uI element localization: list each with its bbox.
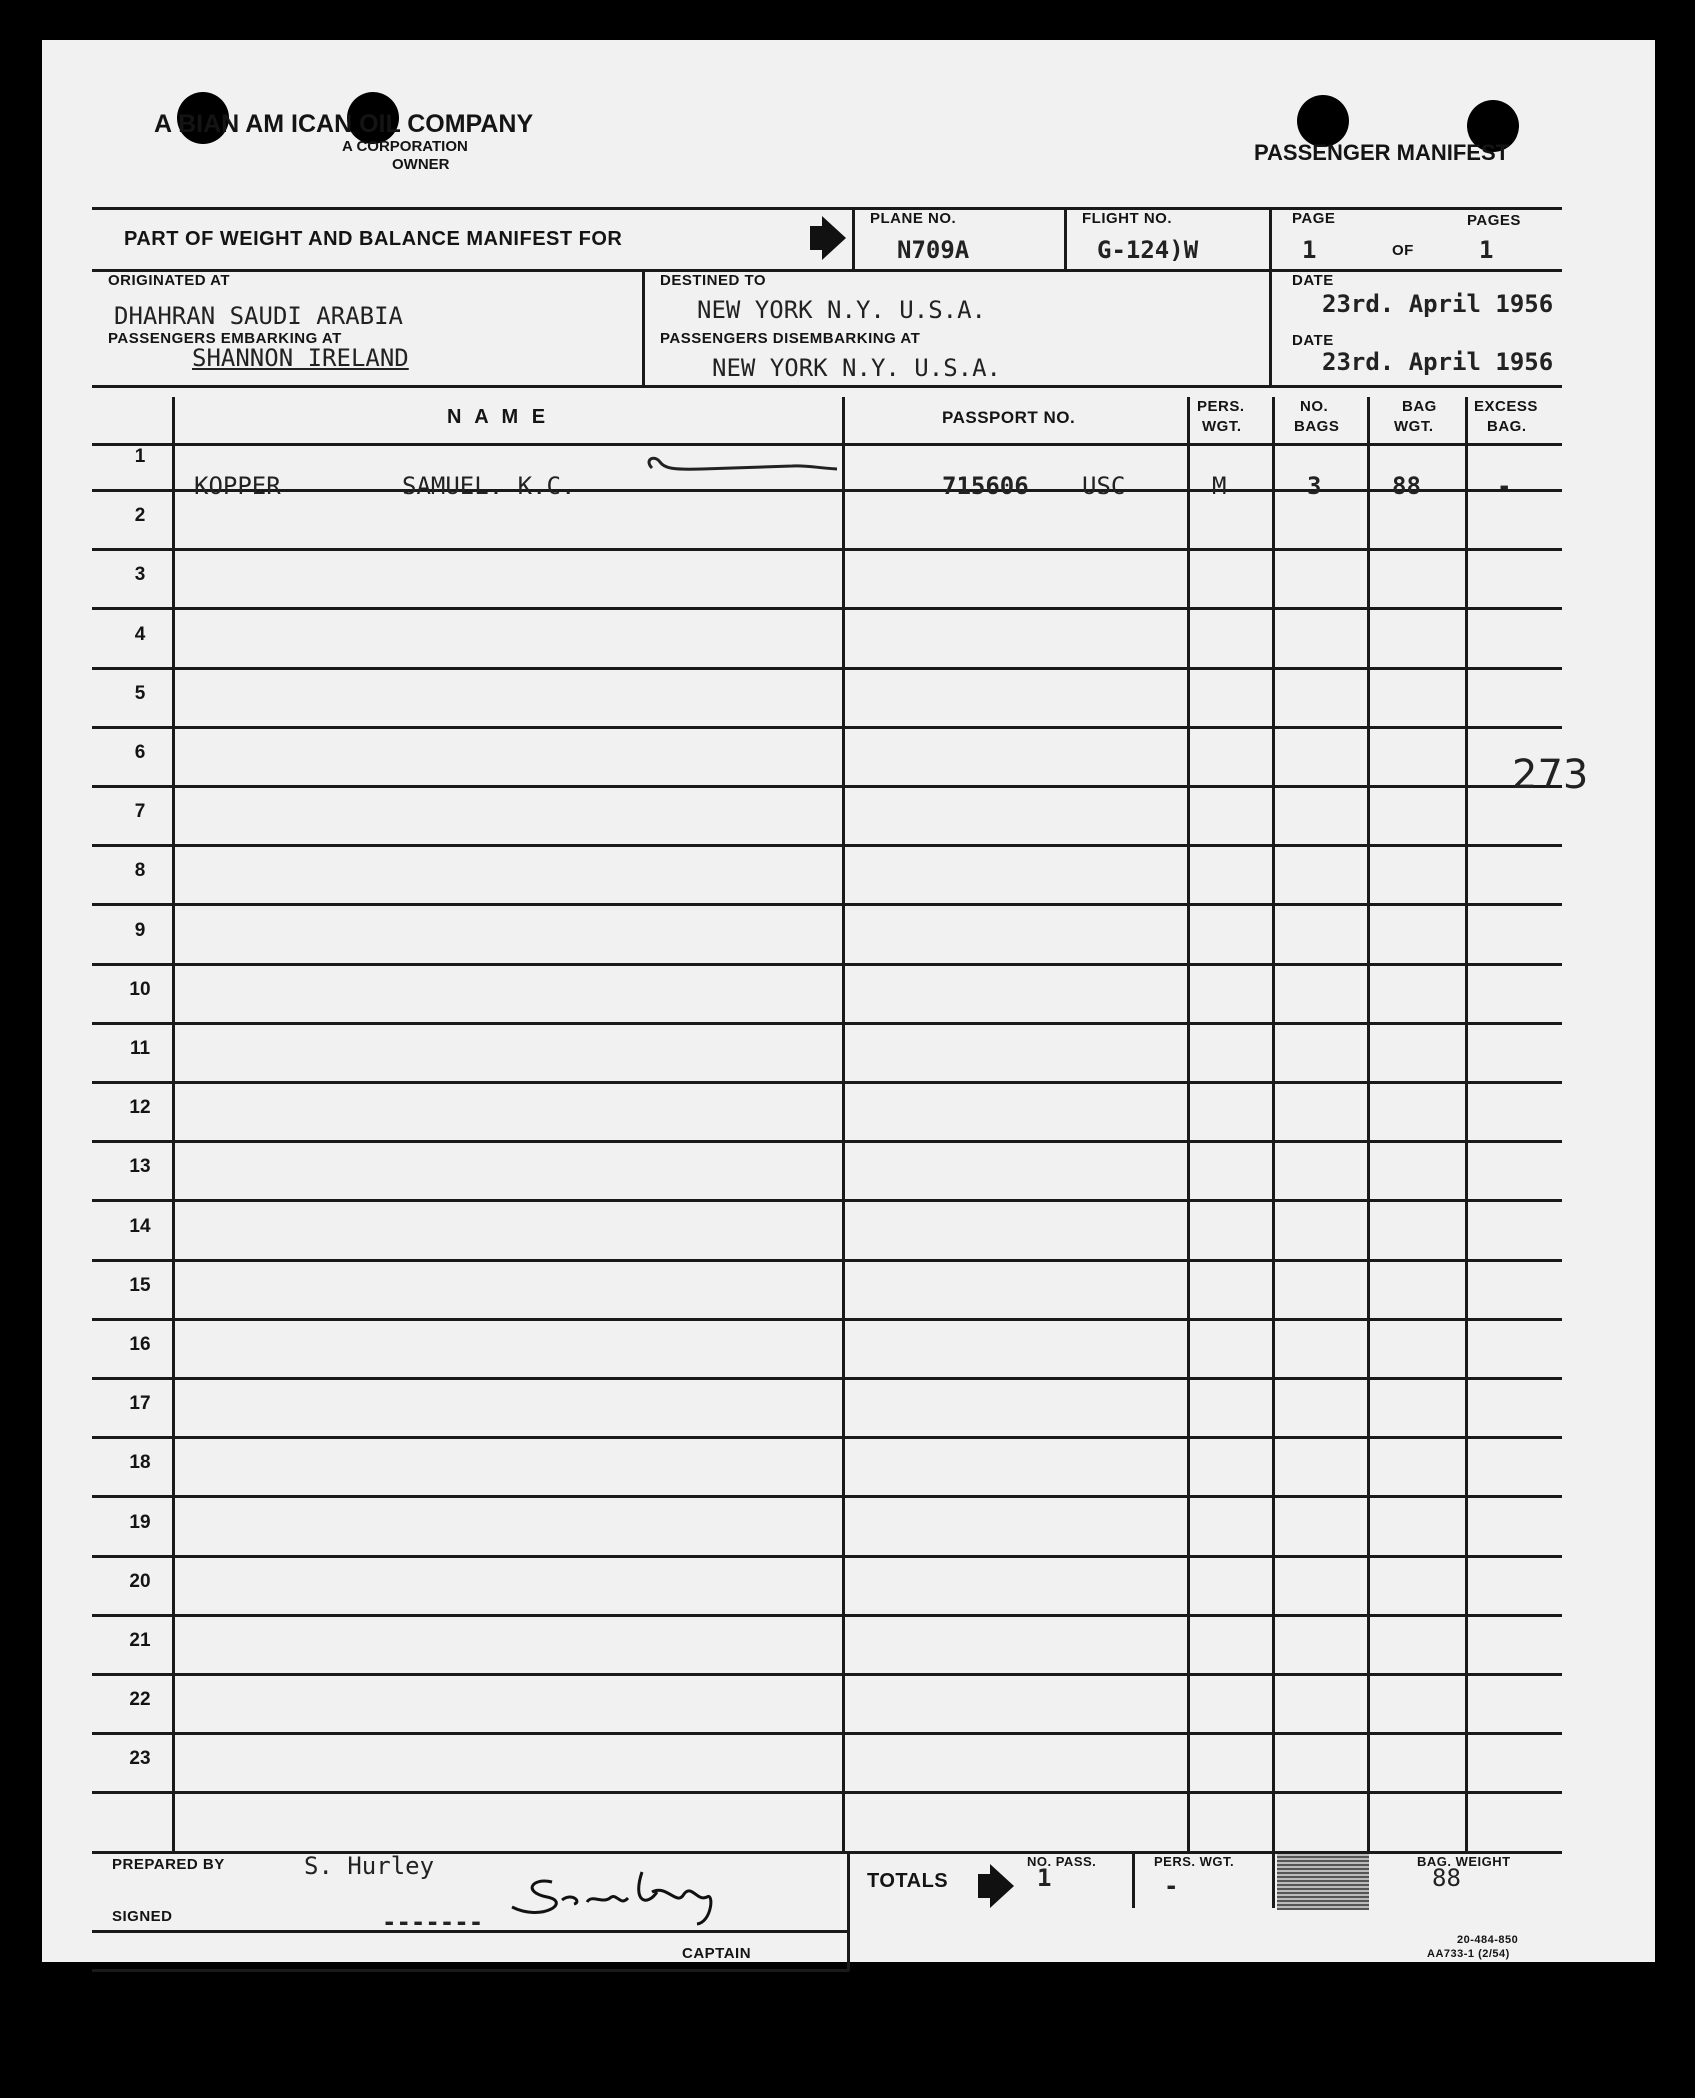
row-divider [92, 548, 1562, 551]
row-number: 16 [129, 1334, 151, 1355]
pers-wgt-header-2: WGT. [1202, 418, 1242, 435]
form-number-1: 20-484-850 [1457, 1934, 1519, 1946]
signed-dashes: ------- [382, 1908, 484, 1936]
disembarking-label: PASSENGERS DISEMBARKING AT [660, 330, 921, 347]
row-number: 1 [134, 446, 146, 467]
no-bags-header-1: NO. [1300, 398, 1329, 415]
prepared-by-label: PREPARED BY [112, 1856, 225, 1873]
row-divider [92, 1259, 1562, 1262]
row-divider [92, 1199, 1562, 1202]
page-label: PAGE [1292, 210, 1336, 227]
signed-label: SIGNED [112, 1908, 173, 1925]
row-divider [92, 1377, 1562, 1380]
row-number: 8 [134, 860, 146, 882]
row-number: 7 [134, 801, 146, 823]
no-bags-header-2: BAGS [1294, 418, 1340, 435]
row-number: 6 [134, 742, 146, 763]
row-divider [92, 903, 1562, 906]
plane-no-value: N709A [897, 236, 970, 264]
form-number-2: AA733-1 (2/54) [1427, 1948, 1510, 1960]
row-divider [92, 667, 1562, 670]
row-divider [92, 1791, 1562, 1794]
excess-header-1: EXCESS [1474, 398, 1538, 415]
row1-bag-wgt: 88 [1392, 472, 1421, 500]
row1-excess: - [1497, 472, 1512, 500]
row-divider [92, 1732, 1562, 1735]
pages-label: PAGES [1467, 212, 1521, 229]
row-number: 18 [129, 1452, 151, 1474]
bag-wgt-header-2: WGT. [1394, 418, 1434, 435]
row-divider [92, 1140, 1562, 1143]
captain-label: CAPTAIN [682, 1945, 752, 1962]
row-number: 17 [129, 1393, 151, 1415]
pages-value: 1 [1479, 236, 1494, 264]
row-number: 9 [134, 919, 146, 941]
row-divider [92, 1022, 1562, 1025]
row1-pers-wgt: M [1212, 472, 1227, 500]
no-pass-label: NO. PASS. [1027, 1854, 1097, 1869]
row1-passport: 715606 [942, 472, 1029, 500]
pers-wgt-header-1: PERS. [1197, 398, 1245, 415]
row-number: 13 [129, 1156, 151, 1178]
prepared-by-value: S. Hurley [304, 1852, 435, 1880]
row-divider [92, 489, 1562, 492]
passport-column-header: PASSPORT NO. [942, 408, 1076, 427]
row-number: 23 [129, 1748, 151, 1770]
row1-given-name: SAMUEL. K.C. [402, 472, 576, 500]
row1-bags: 3 [1307, 472, 1322, 500]
bag-weight-label: BAG. WEIGHT [1417, 1854, 1511, 1869]
form-title: PASSENGER MANIFEST [1254, 140, 1510, 165]
handwritten-signature [502, 1862, 762, 1932]
row-divider [92, 726, 1562, 729]
date-label: DATE [1292, 272, 1334, 289]
row-divider [92, 963, 1562, 966]
row-number: 11 [129, 1038, 151, 1059]
manifest-sheet [42, 40, 1655, 1962]
row-number: 12 [129, 1097, 151, 1119]
page-value: 1 [1302, 236, 1317, 264]
flight-no-value: G-124)W [1097, 236, 1199, 264]
originated-value: DHAHRAN SAUDI ARABIA [114, 302, 403, 330]
row-number: 14 [129, 1215, 151, 1237]
destined-value: NEW YORK N.Y. U.S.A. [697, 296, 986, 324]
part-of-manifest-label: PART OF WEIGHT AND BALANCE MANIFEST FOR [124, 228, 623, 250]
embarking-label: PASSENGERS EMBARKING AT [108, 330, 342, 347]
bag-weight-value: 88 [1432, 1864, 1461, 1892]
row-number: 4 [134, 623, 146, 645]
handwritten-dash-mark [642, 450, 842, 480]
row-number: 22 [129, 1689, 151, 1711]
row-number: 19 [129, 1511, 151, 1533]
destined-label: DESTINED TO [660, 272, 767, 289]
row-number: 15 [129, 1274, 151, 1296]
disembarking-value: NEW YORK N.Y. U.S.A. [712, 354, 1001, 382]
row-divider [92, 785, 1562, 788]
arrow-right-icon [822, 216, 846, 260]
row-number: 21 [129, 1630, 151, 1651]
row-divider [92, 1318, 1562, 1321]
row-number: 10 [129, 978, 151, 1000]
row-number: 20 [129, 1570, 151, 1592]
arrow-right-icon [990, 1864, 1014, 1908]
shaded-cell [1277, 1854, 1369, 1910]
row-divider [92, 1081, 1562, 1084]
corporation-label: A CORPORATION [342, 138, 468, 155]
of-label: OF [1392, 242, 1414, 259]
date2-label: DATE [1292, 332, 1334, 349]
name-column-header: N A M E [447, 406, 550, 428]
pers-wgt-total-label: PERS. WGT. [1154, 1854, 1235, 1869]
row-divider [92, 607, 1562, 610]
no-pass-value: 1 [1037, 1864, 1052, 1892]
originated-label: ORIGINATED AT [108, 272, 231, 289]
row-divider [92, 1614, 1562, 1617]
bag-wgt-header-1: BAG [1402, 398, 1437, 415]
date-value: 23rd. April 1956 [1322, 290, 1554, 318]
plane-no-label: PLANE NO. [870, 210, 957, 227]
row-divider [92, 1436, 1562, 1439]
handwritten-number: 273 [1512, 752, 1589, 798]
row-divider [92, 844, 1562, 847]
date2-value: 23rd. April 1956 [1322, 348, 1554, 376]
row-divider [92, 1495, 1562, 1498]
row-divider [92, 1555, 1562, 1558]
company-name: A BIAN AM ICAN OIL COMPANY [154, 110, 534, 138]
row-divider [92, 1673, 1562, 1676]
row-number: 5 [134, 682, 146, 704]
excess-header-2: BAG. [1487, 418, 1527, 435]
row1-nationality: USC [1082, 472, 1126, 500]
totals-label: TOTALS [867, 1870, 949, 1892]
embarking-value: SHANNON IRELAND [192, 344, 409, 372]
owner-label: OWNER [392, 156, 450, 173]
pers-wgt-total-value: - [1164, 1872, 1179, 1900]
row-number: 2 [134, 505, 146, 527]
row-number: 3 [134, 564, 146, 586]
flight-no-label: FLIGHT NO. [1082, 210, 1172, 227]
row1-surname: KOPPER [194, 472, 281, 500]
